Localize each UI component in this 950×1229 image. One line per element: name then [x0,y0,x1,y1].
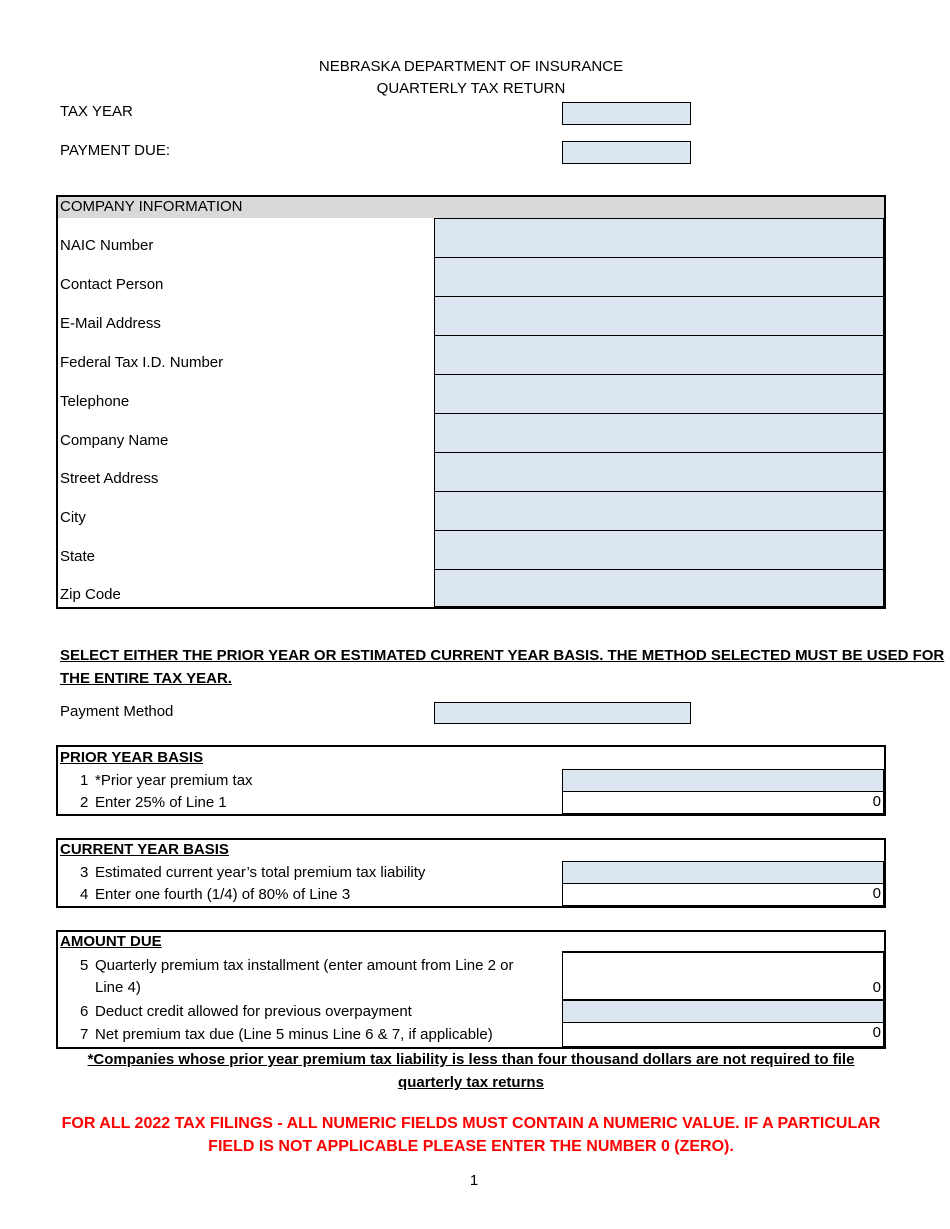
email-label: E-Mail Address [60,315,161,332]
line-7-value: 0 [562,1022,884,1047]
department-title: NEBRASKA DEPARTMENT OF INSURANCE [318,58,624,75]
line-1-label: *Prior year premium tax [95,772,253,789]
street-address-label: Street Address [60,470,159,487]
line-2-number: 2 [80,794,89,811]
line-5-value: 0 [562,952,884,1000]
line-4-label: Enter one fourth (1/4) of 80% of Line 3 [95,886,351,903]
line-5-label: Quarterly premium tax installment (enter amount from Line 2 or [95,957,514,974]
line-5-number: 5 [80,957,89,974]
line-1-field[interactable] [562,769,884,792]
line-6-field[interactable] [562,1000,884,1023]
line-4-number: 4 [80,886,89,903]
line-3-field[interactable] [562,861,884,884]
notice-line-1: FOR ALL 2022 TAX FILINGS - ALL NUMERIC FIELDS MUST CONTAIN A NUMERIC VALUE. IF A PARTICULAR [61,1115,881,1132]
company-name-field[interactable] [434,413,884,453]
federal-tax-id-field[interactable] [434,335,884,375]
amount-due-title: AMOUNT DUE [60,933,162,950]
company-info-header [58,197,884,218]
telephone-label: Telephone [60,393,130,410]
line-1-number: 1 [80,772,89,789]
city-label: City [60,509,86,526]
footnote-line-2: quarterly tax returns [398,1074,544,1091]
line-4-value: 0 [562,883,884,906]
line-5-label-cont: Line 4) [95,979,141,996]
payment-method-label: Payment Method [60,703,174,720]
naic-number-field[interactable] [434,218,884,258]
company-name-label: Company Name [60,432,169,449]
contact-person-field[interactable] [434,257,884,297]
zip-code-field[interactable] [434,569,884,607]
notice-line-2: FIELD IS NOT APPLICABLE PLEASE ENTER THE NUMBER 0 (ZERO). [208,1138,734,1155]
naic-number-label: NAIC Number [60,237,154,254]
email-field[interactable] [434,296,884,336]
street-address-field[interactable] [434,452,884,492]
telephone-field[interactable] [434,374,884,414]
page-number: 1 [469,1172,479,1189]
footnote-line-1: *Companies whose prior year premium tax liability is less than four thousand dollars are not required to file [87,1051,855,1068]
tax-year-label: TAX YEAR [60,103,133,120]
payment-due-field[interactable] [562,141,691,164]
line-6-label: Deduct credit allowed for previous overpayment [95,1003,412,1020]
line-2-label: Enter 25% of Line 1 [95,794,227,811]
line-2-value: 0 [562,791,884,814]
state-field[interactable] [434,530,884,570]
federal-tax-id-label: Federal Tax I.D. Number [60,354,224,371]
line-7-number: 7 [80,1026,89,1043]
zip-code-label: Zip Code [60,586,121,603]
payment-method-select[interactable] [434,702,691,724]
tax-year-field[interactable] [562,102,691,125]
line-7-label: Net premium tax due (Line 5 minus Line 6 & 7, if applicable) [95,1026,493,1043]
line-3-label: Estimated current year’s total premium tax liability [95,864,426,881]
instruction-line-2: THE ENTIRE TAX YEAR. [60,670,232,687]
form-title: QUARTERLY TAX RETURN [376,80,566,97]
line-3-number: 3 [80,864,89,881]
state-label: State [60,548,96,565]
line-6-number: 6 [80,1003,89,1020]
contact-person-label: Contact Person [60,276,164,293]
current-year-title: CURRENT YEAR BASIS [60,841,229,858]
company-info-title: COMPANY INFORMATION [60,198,243,215]
payment-due-label: PAYMENT DUE: [60,142,171,159]
instruction-line-1: SELECT EITHER THE PRIOR YEAR OR ESTIMATED CURRENT YEAR BASIS. THE METHOD SELECTED MUST BE USED FOR [60,647,945,664]
prior-year-title: PRIOR YEAR BASIS [60,749,204,766]
city-field[interactable] [434,491,884,531]
